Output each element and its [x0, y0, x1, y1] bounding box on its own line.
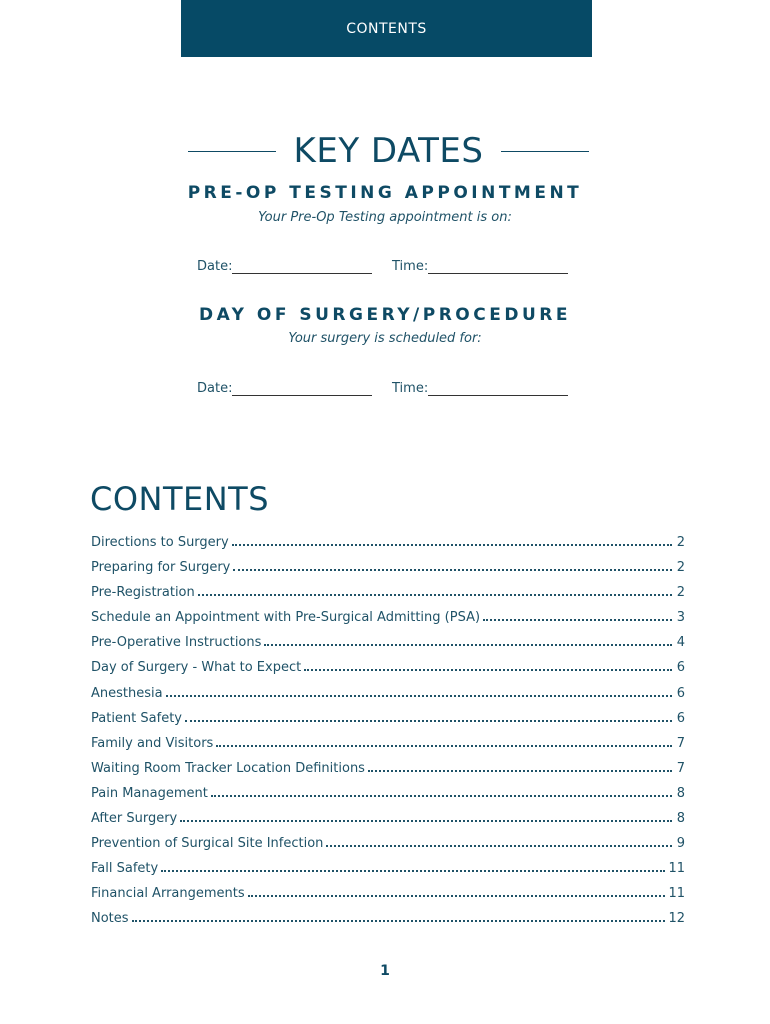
time-blank[interactable]	[428, 258, 568, 274]
toc-leader-dots	[264, 635, 672, 646]
surgery-heading: DAY OF SURGERY/PROCEDURE	[199, 305, 571, 325]
toc-item[interactable]	[91, 886, 685, 911]
table-of-contents	[91, 535, 685, 937]
toc-leader-dots	[161, 861, 665, 872]
toc-item-label: Preparing for Surgery	[91, 560, 231, 576]
toc-item[interactable]	[91, 711, 685, 736]
toc-item-page: 2	[676, 585, 685, 601]
toc-item-label: After Surgery	[91, 811, 178, 827]
right-rule	[501, 151, 589, 152]
toc-item-page: 9	[676, 836, 685, 852]
toc-leader-dots	[132, 911, 666, 922]
toc-item-page: 12	[668, 911, 685, 927]
surgery-fields	[197, 376, 587, 396]
toc-item[interactable]	[91, 686, 685, 711]
toc-item-label: Directions to Surgery	[91, 535, 229, 550]
toc-item[interactable]	[91, 761, 685, 786]
toc-item[interactable]	[91, 811, 685, 836]
toc-item-page: 7	[676, 760, 685, 776]
toc-leader-dots	[483, 610, 672, 621]
toc-item-page: 6	[676, 710, 685, 726]
toc-item[interactable]	[91, 560, 685, 585]
date-label: Date:	[197, 259, 233, 274]
toc-item-label: Pre-Operative Instructions	[91, 635, 262, 651]
toc-item[interactable]	[91, 535, 685, 560]
preop-subtitle: Your Pre-Op Testing appointment is on:	[258, 210, 512, 225]
time-label: Time:	[392, 259, 429, 274]
toc-item-label: Family and Visitors	[91, 735, 214, 751]
toc-item-label: Day of Surgery - What to Expect	[91, 660, 302, 676]
toc-item-page: 3	[676, 610, 685, 626]
toc-item[interactable]	[91, 836, 685, 861]
preop-heading: PRE-OP TESTING APPOINTMENT	[187, 183, 583, 203]
key-dates-title: KEY DATES	[293, 131, 484, 171]
header-tab: CONTENTS	[181, 0, 592, 57]
toc-item[interactable]	[91, 635, 685, 660]
toc-leader-dots	[216, 736, 672, 747]
toc-leader-dots	[248, 886, 666, 897]
toc-item-page: 2	[676, 535, 685, 550]
toc-item[interactable]	[91, 585, 685, 610]
key-dates-title-row	[188, 128, 589, 174]
toc-leader-dots	[326, 836, 672, 847]
toc-leader-dots	[232, 535, 672, 546]
toc-leader-dots	[368, 761, 672, 772]
date-blank[interactable]	[232, 380, 372, 396]
time-blank[interactable]	[428, 380, 568, 396]
toc-leader-dots	[185, 711, 672, 722]
toc-item-label: Waiting Room Tracker Location Definitions	[91, 760, 365, 776]
toc-item-label: Schedule an Appointment with Pre-Surgical Admitting (PSA)	[91, 610, 481, 626]
date-label: Date:	[197, 381, 233, 396]
toc-item-page: 6	[676, 660, 685, 676]
toc-item-page: 11	[668, 886, 685, 902]
toc-item-label: Patient Safety	[91, 710, 182, 726]
toc-leader-dots	[233, 560, 672, 571]
toc-item-page: 7	[676, 735, 685, 751]
toc-item-label: Pre-Registration	[91, 585, 195, 601]
toc-item-label: Prevention of Surgical Site Infection	[91, 836, 324, 852]
toc-item-label: Pain Management	[91, 785, 208, 801]
surgery-time-field[interactable]	[392, 376, 587, 396]
surgery-subtitle: Your surgery is scheduled for:	[288, 331, 482, 346]
toc-item[interactable]	[91, 736, 685, 761]
toc-leader-dots	[211, 786, 672, 797]
toc-item-label: Financial Arrangements	[91, 886, 245, 902]
left-rule	[188, 151, 276, 152]
toc-leader-dots	[180, 811, 672, 822]
toc-item-label: Fall Safety	[91, 861, 159, 877]
toc-leader-dots	[166, 686, 672, 697]
toc-item-page: 8	[676, 785, 685, 801]
toc-leader-dots	[304, 660, 672, 671]
toc-item-page: 2	[676, 560, 685, 576]
toc-item[interactable]	[91, 660, 685, 685]
toc-leader-dots	[198, 585, 672, 596]
toc-item-page: 6	[676, 685, 685, 701]
toc-item[interactable]	[91, 911, 685, 936]
time-label: Time:	[392, 381, 429, 396]
toc-item[interactable]	[91, 786, 685, 811]
preop-fields	[197, 254, 587, 274]
toc-item-page: 4	[676, 635, 685, 651]
toc-item[interactable]	[91, 610, 685, 635]
toc-item[interactable]	[91, 861, 685, 886]
preop-time-field[interactable]	[392, 254, 587, 274]
toc-item-page: 11	[668, 861, 685, 877]
toc-item-page: 8	[676, 811, 685, 827]
date-blank[interactable]	[232, 258, 372, 274]
page-number: 1	[380, 963, 390, 979]
toc-item-label: Anesthesia	[91, 685, 163, 701]
contents-title: CONTENTS	[90, 480, 270, 518]
surgery-date-field[interactable]	[197, 376, 392, 396]
toc-item-label: Notes	[91, 911, 129, 927]
preop-date-field[interactable]	[197, 254, 392, 274]
